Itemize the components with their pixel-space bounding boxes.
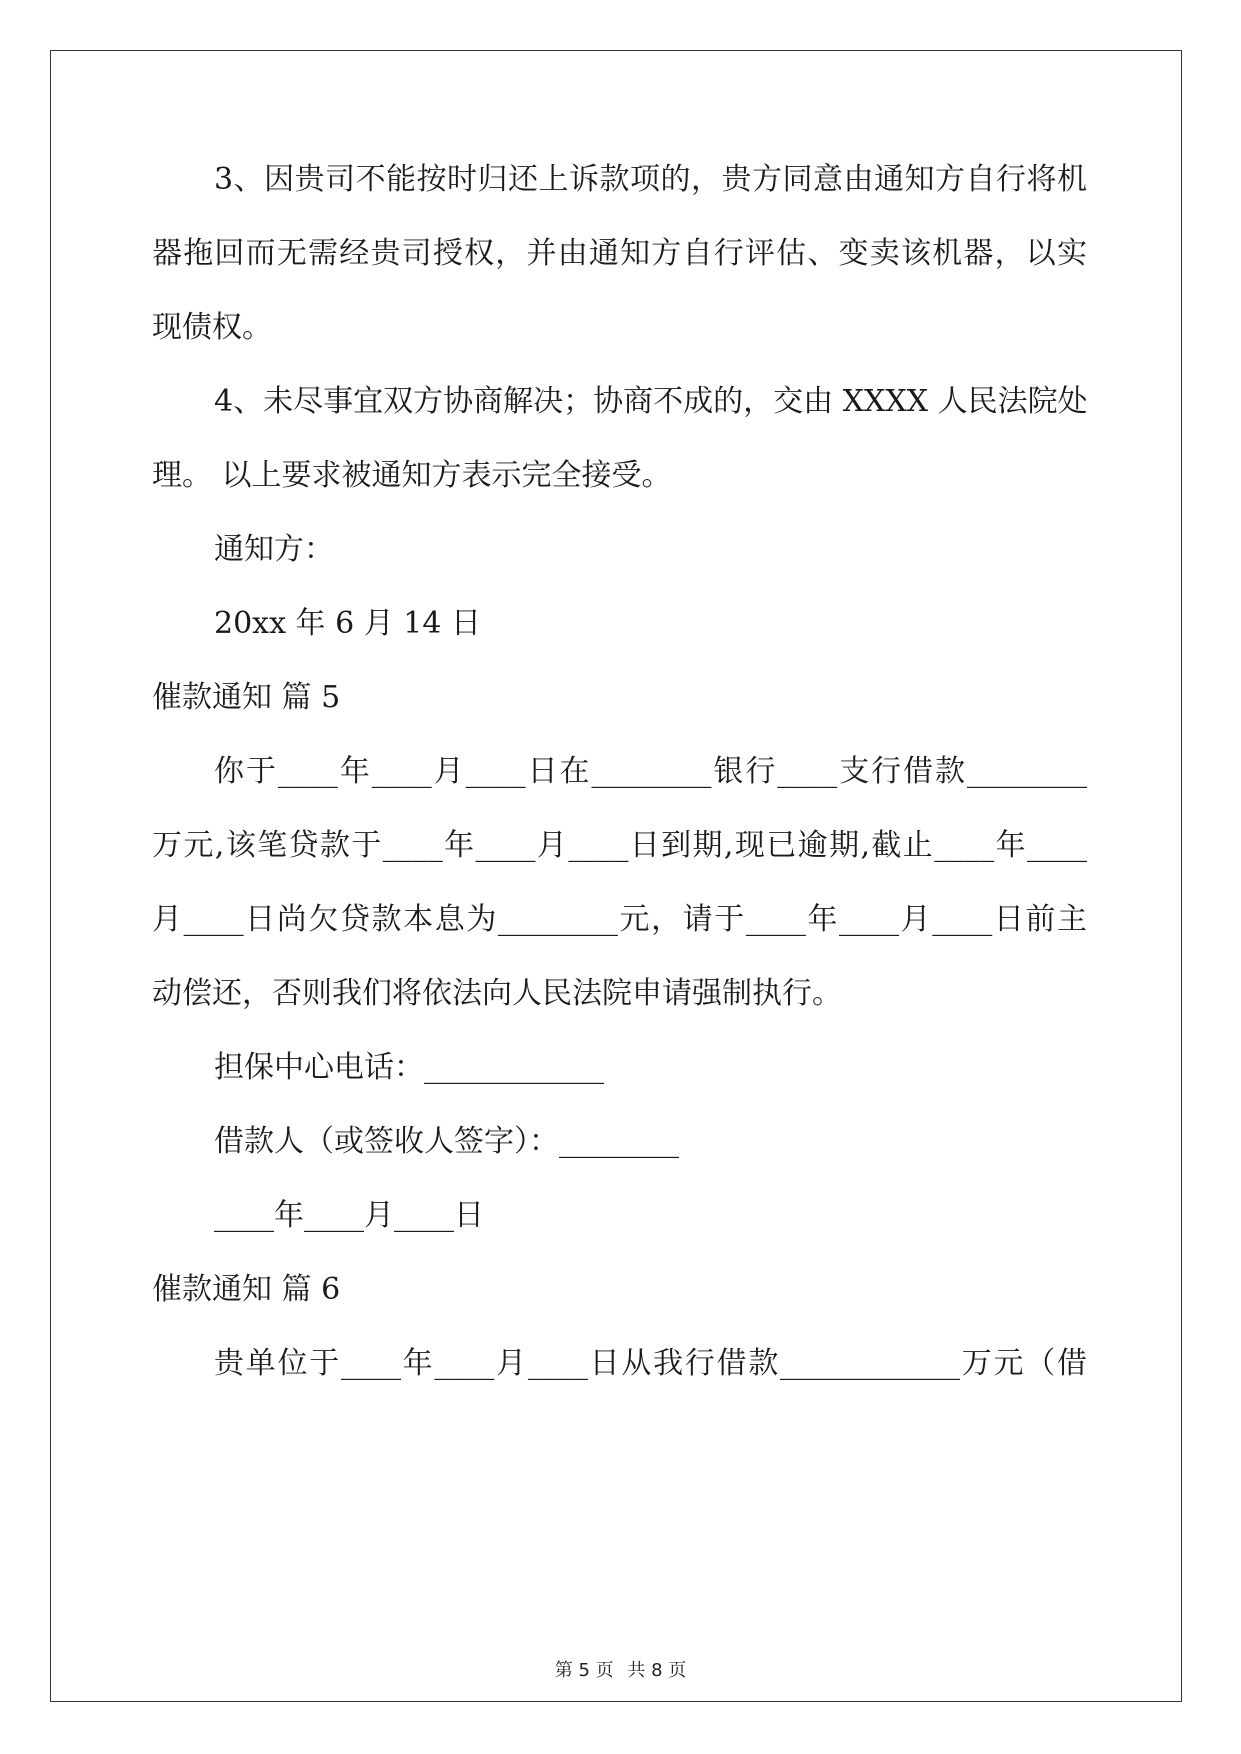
paragraph-4-line-2: 理。 以上要求被通知方表示完全接受。	[152, 458, 672, 493]
notifier-label: 通知方：	[214, 532, 334, 567]
paragraph-4-line-1: 4、未尽事宜双方协商解决；协商不成的，交由 XXXX 人民法院处	[214, 384, 1088, 419]
signature-date-field: ____年____月____日	[214, 1198, 484, 1233]
section-heading-6: 催款通知 篇 6	[152, 1272, 341, 1307]
section-5-line-1: 你于____年____月____日在________银行____支行借款________	[214, 754, 1087, 789]
section-6-line-1: 贵单位于____年____月____日从我行借款____________万元（借	[214, 1346, 1087, 1381]
paragraph-3-line-3: 现债权。	[152, 310, 272, 345]
page-footer	[0, 1656, 1241, 1682]
section-5-line-3: 月____日尚欠贷款本息为________元，请于____年____月____日前主	[152, 902, 1087, 937]
borrower-signature-field: 借款人（或签收人签字）：________	[214, 1124, 679, 1159]
page-border	[50, 50, 1182, 1702]
section-heading-5: 催款通知 篇 5	[152, 680, 341, 715]
section-5-line-4: 动偿还，否则我们将依法向人民法院申请强制执行。	[152, 976, 842, 1011]
page-number: 第 5 页	[554, 1660, 614, 1681]
paragraph-3-line-2: 器拖回而无需经贵司授权，并由通知方自行评估、变卖该机器，以实	[152, 236, 1087, 271]
section-5-line-2: 万元,该笔贷款于____年____月____日到期,现已逾期,截止____年____	[152, 828, 1087, 863]
paragraph-3-line-1: 3、因贵司不能按时归还上诉款项的，贵方同意由通知方自行将机	[214, 162, 1087, 197]
notice-date: 20xx 年 6 月 14 日	[214, 606, 481, 641]
guarantee-phone-field: 担保中心电话：____________	[214, 1050, 604, 1085]
page-total: 共 8 页	[627, 1660, 687, 1681]
